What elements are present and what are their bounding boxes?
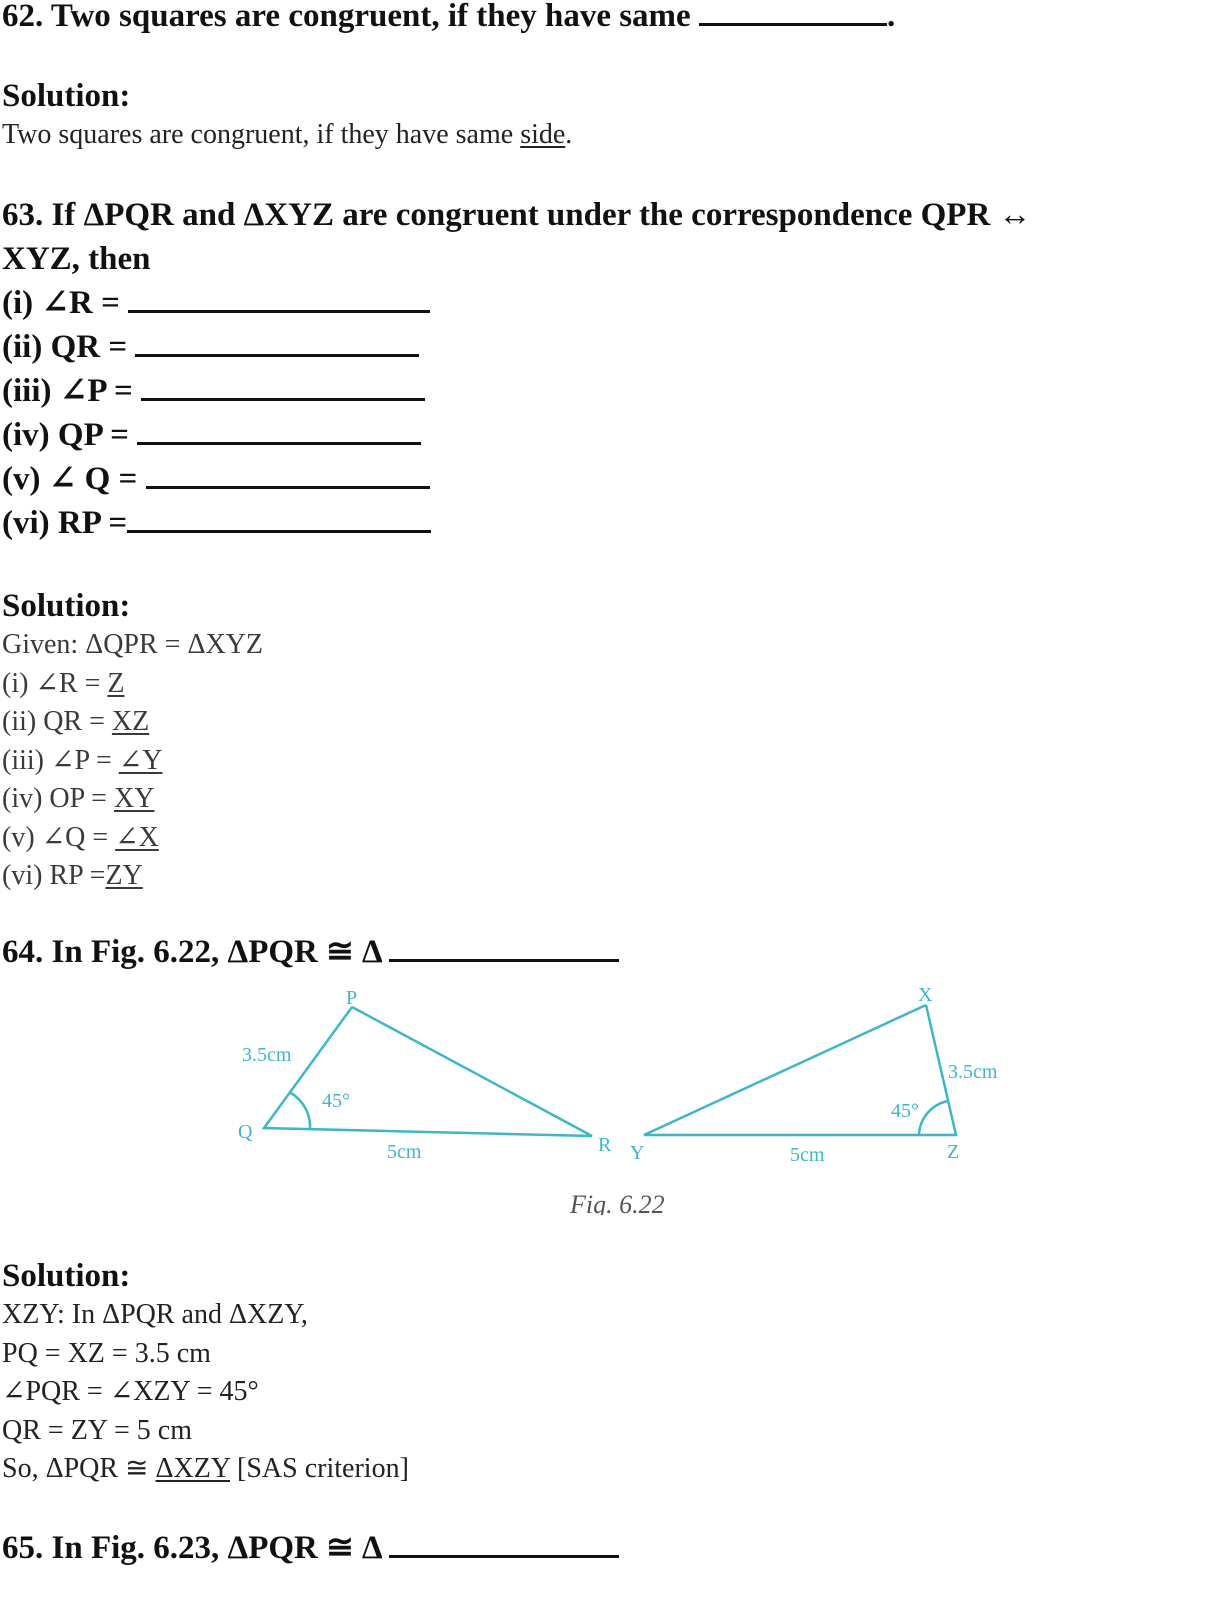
question-63-part: (vi) RP = bbox=[0, 501, 1211, 545]
question-62 bbox=[0, 0, 1211, 38]
solution-63-answer: (vi) RP =ZY bbox=[2, 860, 143, 891]
question-63-line1: 63. If ΔPQR and ΔXYZ are congruent under the correspondence QPR ↔ bbox=[2, 197, 1032, 233]
side-label-yz: 5cm bbox=[790, 1144, 825, 1166]
vertex-label-x: X bbox=[918, 985, 933, 1006]
question-65-text: 65. In Fig. 6.23, ΔPQR ≅ Δ bbox=[2, 1530, 381, 1566]
question-65 bbox=[0, 1526, 1211, 1570]
solution-62 bbox=[0, 76, 1211, 155]
question-63-part: (ii) QR = bbox=[0, 325, 1211, 369]
answer-blank bbox=[389, 959, 619, 962]
answer-blank bbox=[146, 486, 430, 489]
triangle-pqr bbox=[264, 1007, 592, 1136]
question-63-part: (i) ∠R = bbox=[0, 281, 1211, 325]
answer-fill: side bbox=[520, 119, 566, 150]
side-label-xz: 3.5cm bbox=[948, 1061, 998, 1083]
solution-heading: Solution: bbox=[2, 78, 131, 114]
vertex-label-y: Y bbox=[630, 1142, 645, 1164]
question-63-part: (iv) QP = bbox=[0, 413, 1211, 457]
question-63 bbox=[0, 193, 1211, 545]
answer-blank bbox=[137, 442, 421, 445]
figure-6-22-svg bbox=[0, 985, 1211, 1215]
answer-blank bbox=[141, 398, 425, 401]
solution-64-line: QR = ZY = 5 cm bbox=[2, 1414, 192, 1446]
solution-64-line: PQ = XZ = 3.5 cm bbox=[2, 1337, 211, 1369]
angle-label-q: 45° bbox=[322, 1090, 350, 1112]
solution-63-answer: (ii) QR = XZ bbox=[2, 706, 150, 737]
solution-64 bbox=[0, 1256, 1211, 1489]
solution-63-answer: (v) ∠Q = ∠X bbox=[2, 821, 159, 853]
solution-63-given: Given: ΔQPR = ΔXYZ bbox=[2, 629, 264, 660]
side-label-pq: 3.5cm bbox=[242, 1044, 292, 1066]
answer-blank bbox=[128, 310, 430, 313]
solution-heading: Solution: bbox=[2, 1258, 131, 1294]
solution-63-answer: (i) ∠R = Z bbox=[2, 667, 125, 699]
answer-fill: ΔXZY bbox=[155, 1453, 231, 1484]
angle-label-z: 45° bbox=[891, 1100, 919, 1122]
figure-6-22 bbox=[0, 985, 1211, 1215]
question-63-part: (v) ∠ Q = bbox=[0, 457, 1211, 501]
angle-z-arc bbox=[919, 1101, 948, 1135]
solution-64-line: XZY: In ΔPQR and ΔXZY, bbox=[2, 1299, 308, 1330]
answer-blank bbox=[127, 530, 431, 533]
question-64 bbox=[0, 930, 1211, 974]
question-63-part: (iii) ∠P = bbox=[0, 369, 1211, 413]
question-64-text: 64. In Fig. 6.22, ΔPQR ≅ Δ bbox=[2, 934, 381, 970]
side-label-qr: 5cm bbox=[387, 1141, 422, 1163]
solution-63-answer: (iii) ∠P = ∠Y bbox=[2, 744, 163, 776]
question-63-line2: XYZ, then bbox=[2, 241, 151, 277]
answer-blank bbox=[135, 354, 419, 357]
solution-heading: Solution: bbox=[2, 588, 131, 624]
vertex-label-q: Q bbox=[238, 1121, 253, 1143]
solution-63-answer: (iv) OP = XY bbox=[2, 783, 155, 814]
vertex-label-p: P bbox=[346, 987, 358, 1009]
answer-blank bbox=[699, 23, 887, 26]
solution-64-line: ∠PQR = ∠XZY = 45° bbox=[2, 1376, 259, 1407]
vertex-label-z: Z bbox=[947, 1141, 960, 1163]
vertex-label-r: R bbox=[598, 1134, 612, 1156]
figure-caption: Fig. 6.22 bbox=[570, 1190, 665, 1215]
solution-64-conclusion: So, ΔPQR ≅ ΔXZY [SAS criterion] bbox=[2, 1453, 409, 1484]
solution-62-answer: Two squares are congruent, if they have same side. bbox=[2, 119, 573, 150]
solution-63 bbox=[0, 586, 1211, 896]
answer-blank bbox=[389, 1555, 619, 1558]
question-62-end: . bbox=[886, 0, 896, 34]
angle-q-arc bbox=[291, 1093, 310, 1130]
question-62-text: 62. Two squares are congruent, if they have same bbox=[2, 0, 691, 34]
